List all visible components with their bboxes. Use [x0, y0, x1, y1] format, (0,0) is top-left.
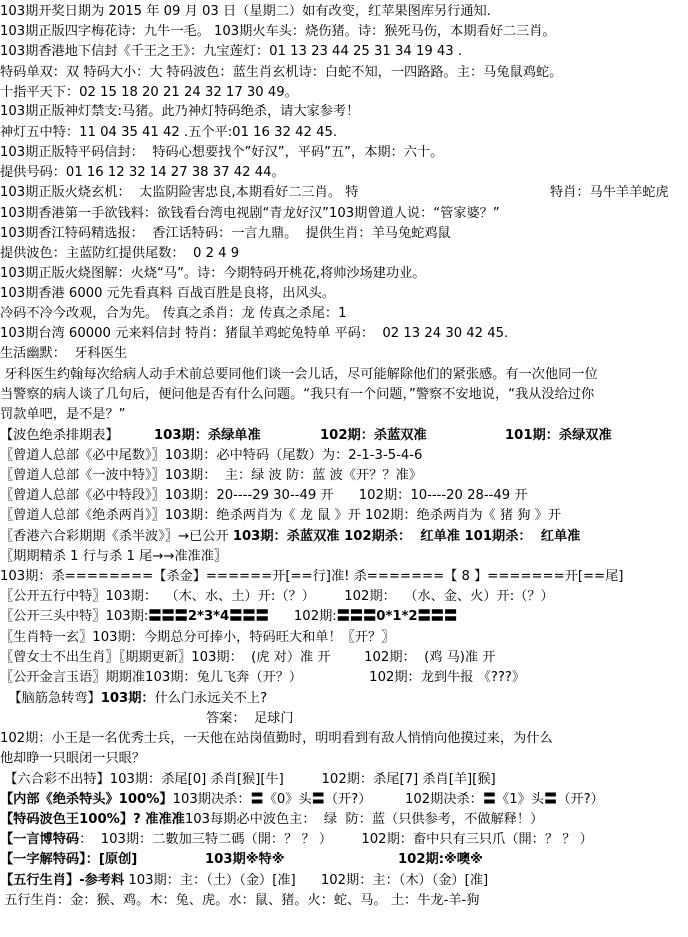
text-segment: 103期：杀========【杀金】======开[==行]准! 杀=======【 8 】=======开[==尾] [0, 569, 624, 584]
text-line [0, 224, 688, 244]
text-segment: ? 准准准 [133, 812, 185, 827]
text-line [0, 385, 688, 405]
text-line [0, 567, 688, 587]
text-segment: 103期决杀：〓《0》头〓（开?） 102期决杀：〓《1》头〓（开?） [172, 792, 604, 807]
text-line [0, 405, 688, 425]
text-segment: 【脑筋急转弯】 [0, 691, 101, 706]
text-segment: 103期正版火烧玄机： 太监阴险害忠良,本期看好二三肖。 特 [0, 185, 359, 200]
text-line [0, 830, 688, 850]
text-segment: 他却睁一只眼闭一只眼？ [0, 751, 146, 766]
text-line [0, 891, 688, 911]
text-segment: 〖曾道人总部《一波中特》〗103期： 主：绿 波 防：蓝 波《开？？准》 [0, 468, 422, 483]
text-segment: 】：[原创] [79, 852, 138, 867]
text-line [0, 204, 688, 224]
text-segment: 〖公开金言玉语〗期期准103期：兔儿飞奔（开？） 102期：龙到牛报 《???》 [0, 670, 526, 685]
text-segment: 生活幽默： 牙科医生 [0, 346, 128, 361]
text-line [0, 709, 688, 729]
text-line [0, 770, 688, 790]
text-line [0, 264, 688, 284]
text-line [0, 42, 688, 62]
text-segment: 〓〓〓0*1*2〓〓〓 [336, 609, 458, 624]
text-segment: 101期：杀绿双准 [505, 428, 612, 443]
text-segment: 冷码不冷今改观，合为先。 传真之杀肖：龙 传真之杀尾：1 [0, 306, 347, 321]
text-segment: 103每期必中波色主： 绿 防：蓝（只供参考，不做解释！） [184, 812, 544, 827]
text-line [0, 426, 688, 446]
text-segment: 103期香江特码精选报： 香江话特码：一言九鼎。 提供生肖：羊马兔蛇鸡鼠 [0, 226, 451, 241]
text-segment: 罚款单吧，是不是？” [0, 407, 126, 422]
text-segment: 103期正版特平码信封： 特码心想要找个”好汉”，平码”五”，本期：六十。 [0, 145, 444, 160]
text-segment: 【特码波色王100%】 [0, 812, 134, 827]
text-segment: 103期：主：（土）（金）[准] 102期：主：（木）（金）[准] [124, 873, 489, 888]
text-line [0, 689, 688, 709]
text-segment: 103期香港第一手欲钱料：欲钱看台湾电视剧“青龙好汉”103期曾道人说：“管家婆？” [0, 206, 500, 221]
text-line [0, 22, 688, 42]
text-segment: 【波色绝杀排期表】 [0, 428, 119, 443]
text-segment: 102期：杀蓝双准 [320, 428, 427, 443]
text-segment: 特肖：马牛羊羊蛇虎 [550, 185, 669, 200]
text-line [0, 284, 688, 304]
text-segment: 当警察的病人谈了几句后，便问他是否有什么问题。“我只有一个问题，”警察不安地说，“我从没给过你 [0, 387, 595, 402]
text-segment: 〖生肖特一玄〗103期：今期总分可捧小，特码旺大和单！〖开？〗 [0, 630, 395, 645]
text-line [0, 850, 688, 870]
text-segment: 【五行生肖 [0, 873, 66, 888]
text-segment: 103期开奖日期为 2015 年 09 月 03 日（星期二）如有改变，红苹果图库另行通知. [0, 4, 491, 19]
text-line [0, 628, 688, 648]
text-line [0, 810, 688, 830]
text-line [0, 466, 688, 486]
text-segment: 神灯五中特：11 04 35 41 42 .五个平:01 16 32 42 45. [0, 125, 338, 140]
text-segment: 五行生肖：金：猴、鸡。木：兔、虎。水：鼠、猪。火：蛇、马。 土：牛龙-羊-狗 [0, 893, 480, 908]
text-segment: 103期正版四字梅花诗：九牛一毛。 103期火车头：烧伤猪。诗：猴死马伤，本期看好二三肖。 [0, 24, 556, 39]
text-segment: 103期正版神灯禁支:马猪。此乃神灯特码绝杀，请大家参考！ [0, 104, 360, 119]
text-line [0, 344, 688, 364]
text-segment: 103期：杀绿单准 [154, 428, 261, 443]
text-segment: 〖期期精杀 1 行与杀 1 尾→→准准准〗 [0, 549, 228, 564]
text-line [0, 365, 688, 385]
text-segment: 【六合彩不出特】103期：杀尾[0] 杀肖[猴][牛] 102期：杀尾[7] 杀肖[羊][猴] [0, 772, 496, 787]
text-line [0, 123, 688, 143]
text-segment: 特码单双：双 特码大小：大 特码波色：蓝生肖玄机诗：白蛇不知，一四路路。主：马兔鼠鸡蛇。 [0, 65, 563, 80]
text-line [0, 607, 688, 627]
text-line [0, 749, 688, 769]
text-segment: 〖公开五行中特〗103期： （木、水、土）开:（？） 102期： （水、金、火）开:（？） [0, 589, 554, 604]
text-line [0, 2, 688, 22]
text-segment: 【一言博特码 [0, 832, 80, 847]
text-segment: 】-参考料 [65, 873, 125, 888]
text-segment: 103期香港 6000 元先看真料 百战百胜是良将，出风头。 [0, 286, 336, 301]
text-segment: 【内部《绝杀特头》100%】 [0, 792, 173, 807]
text-line [0, 587, 688, 607]
text-line [0, 486, 688, 506]
text-segment: 什么门永远关不上? [154, 691, 268, 706]
text-segment: 〖曾女士不出生肖〗〖期期更新〗103期： (虎 对）准 开 102期： (鸡 马)准 开 [0, 650, 496, 665]
text-line [0, 304, 688, 324]
text-segment: 〖公开三头中特〗103期: [0, 609, 149, 624]
text-line [0, 871, 688, 891]
text-line [0, 648, 688, 668]
text-segment: 103期：杀蓝双准 102期杀： 红单准 101期杀： 红单准 [232, 529, 581, 544]
text-segment: 〖香港六合彩期期《杀半波》〗→已公开 [0, 529, 233, 544]
text-line [0, 668, 688, 688]
text-segment: 提供波色：主蓝防红提供尾数： 0 2 4 9 [0, 246, 240, 261]
text-segment: 十指平天下：02 15 18 20 21 24 32 17 30 49。 [0, 85, 298, 100]
text-segment: 牙科医生约翰每次给病人动手术前总要同他们谈一会儿话，尽可能解除他们的紧张感。有一次他同一位 [0, 367, 598, 382]
text-segment: 103期香港地下信封《千王之王》：九宝莲灯：01 13 23 44 25 31 34 19 43 . [0, 44, 463, 59]
text-line [0, 729, 688, 749]
text-line [0, 244, 688, 264]
text-line [0, 446, 688, 466]
text-segment: 〖曾道人总部《必中尾数》〗103期：必中特码（尾数）为：2-1-3-5-4-6 [0, 448, 423, 463]
text-segment: 〖曾道人总部《必中特段》〗103期：20----29 30--49 开 102期：10----20 28--49 开 [0, 488, 528, 503]
text-segment: ： 103期：二數加三特二碼（開：？ ？ ） 102期：畜中只有三只爪（開：？ ？ ） [79, 832, 593, 847]
text-line [0, 324, 688, 344]
text-segment: 答案： 足球门 [206, 711, 294, 726]
text-line [0, 547, 688, 567]
text-segment: 提供号码：01 16 12 32 14 27 38 37 42 44。 [0, 165, 285, 180]
text-line [0, 102, 688, 122]
text-line [0, 63, 688, 83]
text-line [0, 506, 688, 526]
text-line [0, 527, 688, 547]
text-segment: 102期:※噢※ [398, 852, 483, 867]
text-segment: 103期台湾 60000 元来料信封 特肖：猪鼠羊鸡蛇兔特单 平码： 02 13 24 30 42 45. [0, 326, 509, 341]
text-line [0, 163, 688, 183]
text-segment: 102期: [268, 609, 337, 624]
text-segment: 【一字解特码 [0, 852, 80, 867]
text-segment: 〓〓〓2*3*4〓〓〓 [148, 609, 269, 624]
text-line [0, 143, 688, 163]
text-segment: 〖曾道人总部《绝杀两肖》〗103期：绝杀两肖为《 龙 鼠 》开 102期：绝杀两肖为《 猪 狗 》开 [0, 508, 562, 523]
text-line [0, 790, 688, 810]
text-segment: 103期： [100, 691, 155, 706]
text-segment: 103期正版火烧图解：火烧“马”。诗：今期特码开桃花,将帅沙场建功业。 [0, 266, 426, 281]
text-segment: 102期：小王是一名优秀士兵，一天他在站岗值勤时，明明看到有敌人悄悄向他摸过来，为什么 [0, 731, 553, 746]
text-line [0, 83, 688, 103]
text-segment: 103期※特※ [205, 852, 285, 867]
text-line [0, 183, 688, 203]
